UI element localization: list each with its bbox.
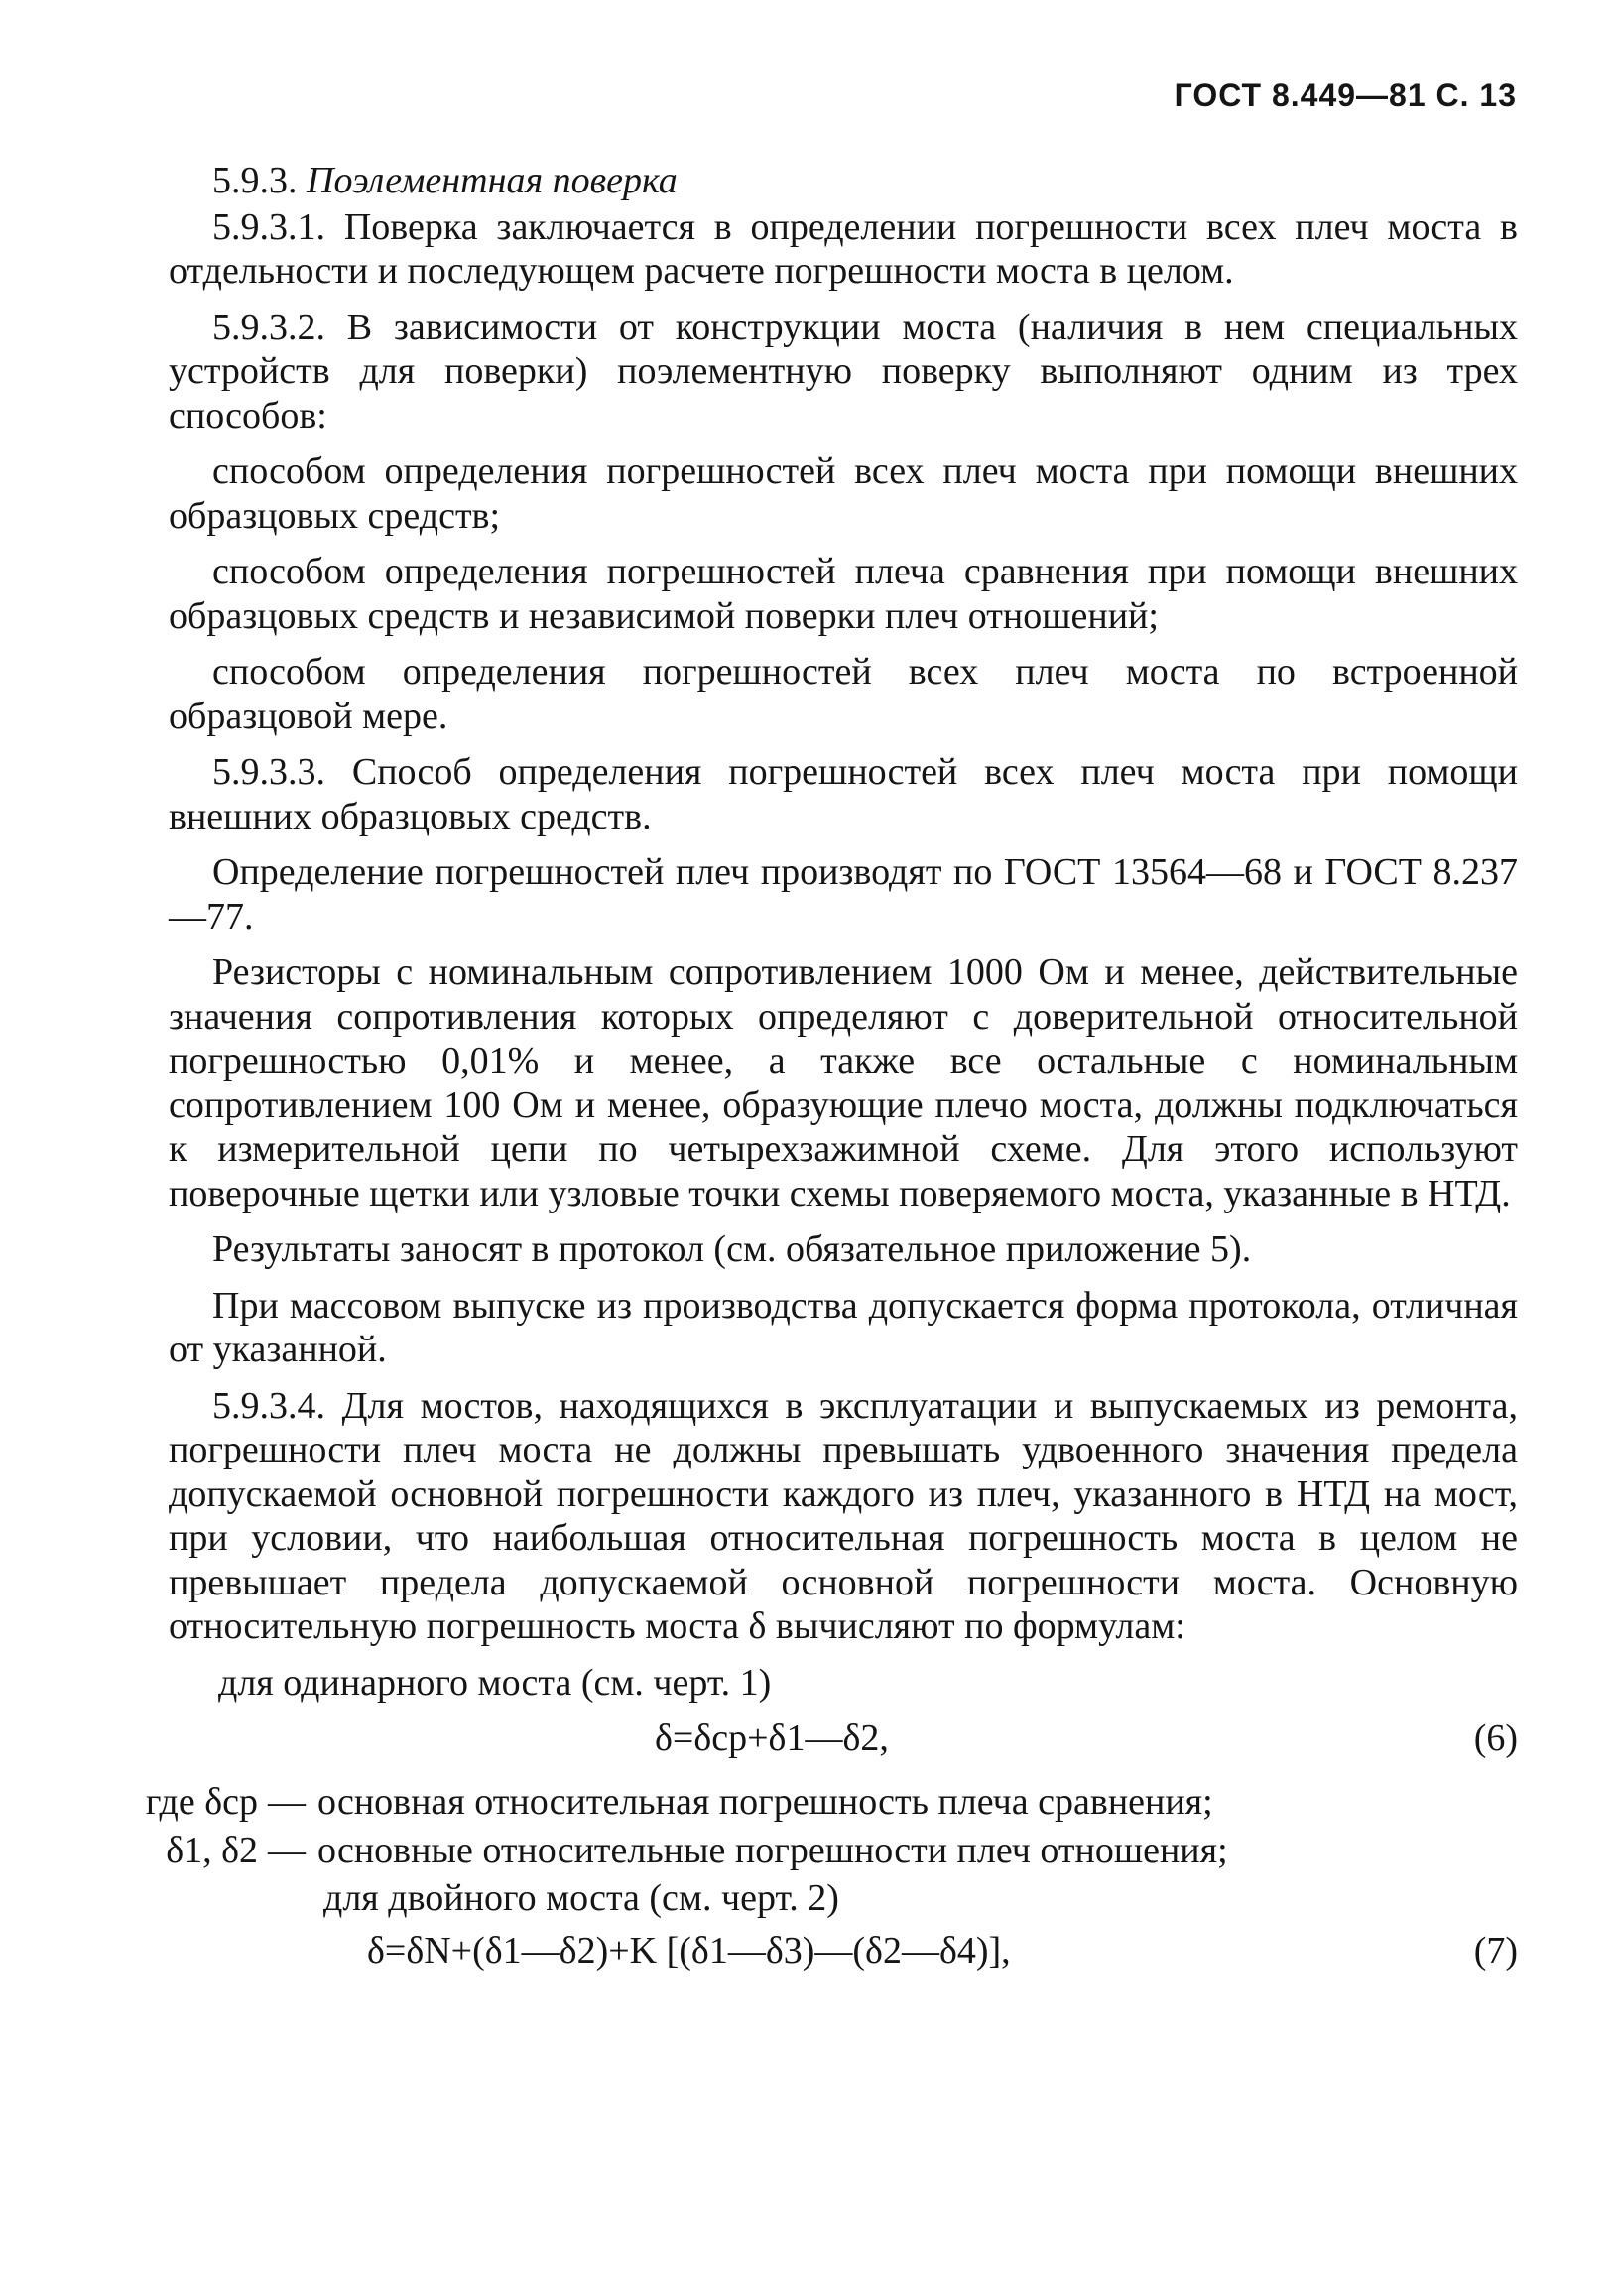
method-item-3: способом определения погрешностей всех плеч моста по встроенной образцовой мере. xyxy=(169,651,1518,737)
definition-term: δ1, δ2 xyxy=(166,1829,258,1871)
section-title-text: Поэлементная поверка xyxy=(307,160,678,201)
definition-text: основные относительные погрешности плеч отношения; xyxy=(317,1829,1228,1871)
definition-term: где δср xyxy=(145,1781,258,1823)
paragraph-standards: Определение погрешностей плеч производят по ГОСТ 13564—68 и ГОСТ 8.237—77. xyxy=(169,851,1518,938)
method-item-2: способом определения погрешностей плеча сравнения при помощи внешних образцовых средств и независимой поверки плеч отношений; xyxy=(169,551,1518,637)
method-item-1: способом определения погрешностей всех плеч моста при помощи внешних образцовых средств; xyxy=(169,450,1518,537)
definition-row xyxy=(60,1829,1518,1873)
double-bridge-label: для двойного моста (см. черт. 2) xyxy=(323,1877,839,1919)
definition-row xyxy=(60,1780,1518,1825)
single-bridge-label: для одинарного моста (см. черт. 1) xyxy=(218,1661,772,1704)
definition-dash: — xyxy=(268,1829,306,1871)
paragraph-resistors: Резисторы с номинальным сопротивлением 1000 Ом и менее, действительные значения сопротивления которых определяют с доверительной относительной погрешностью 0,01% и менее, а также все остальные с номинальным сопротивлением 100 Ом и менее, образующие плечо моста, должны подключаться к измерительной цепи по четырехзажимной схеме. Для этого используют поверочные щетки или узловые точки схемы поверяемого моста, указанные в НТД. xyxy=(169,952,1518,1214)
definition-dash: — xyxy=(268,1781,306,1823)
paragraph-results: Результаты заносят в протокол (см. обязательное приложение 5). xyxy=(212,1228,1252,1270)
paragraph-5-9-3-1: 5.9.3.1. Поверка заключается в определении погрешности всех плеч моста в отдельности и последующем расчете погрешности моста в целом. xyxy=(169,205,1518,292)
paragraph-5-9-3-2: 5.9.3.2. В зависимости от конструкции моста (наличия в нем специальных устройств для поверки) поэлементную поверку выполняют одним из трех способов: xyxy=(169,306,1518,437)
definition-text: основная относительная погрешность плеча сравнения; xyxy=(317,1781,1213,1823)
formula-7-expression: δ=δN+(δ1—δ2)+K [(δ1—δ3)—(δ2—δ4)], xyxy=(367,1929,1011,1972)
paragraph-mass-production: При массовом выпуске из производства допускается форма протокола, отличная от указанной. xyxy=(169,1284,1518,1370)
section-number: 5.9.3. xyxy=(212,160,298,201)
formula-6-definitions xyxy=(145,1780,1518,1872)
paragraph-5-9-3-3: 5.9.3.3. Способ определения погрешностей всех плеч моста при помощи внешних образцовых средств. xyxy=(169,751,1518,837)
formula-6 xyxy=(169,1717,1518,1766)
paragraph-5-9-3-4: 5.9.3.4. Для мостов, находящихся в эксплуатации и выпускаемых из ремонта, погрешности плеч моста не должны превышать удвоенного значения предела допускаемой основной погрешности каждого из плеч, указанного в НТД на мост, при условии, что наибольшая относительная погрешность моста в целом не превышает предела допускаемой основной погрешности моста. Основную относительную погрешность моста δ вычисляют по формулам: xyxy=(169,1384,1518,1647)
document-body xyxy=(145,159,1518,1992)
formula-6-expression: δ=δср+δ1—δ2, xyxy=(655,1718,889,1759)
formula-7-number: (7) xyxy=(1473,1929,1518,1972)
page-header: ГОСТ 8.449—81 С. 13 xyxy=(1174,77,1517,113)
section-title xyxy=(169,159,1518,203)
formula-7 xyxy=(169,1929,1518,1978)
formula-6-number: (6) xyxy=(1473,1718,1518,1759)
